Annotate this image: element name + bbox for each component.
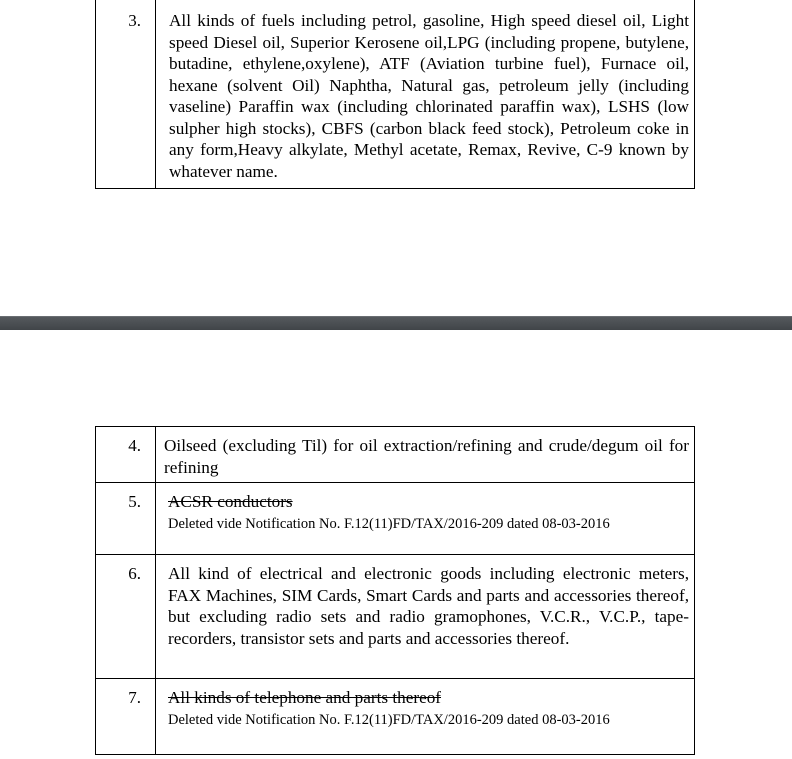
row-number: 5. xyxy=(96,483,156,555)
struck-entry: ACSR conductors xyxy=(168,492,293,511)
deletion-note: Deleted vide Notification No. F.12(11)FD/TAX/2016-209 dated 08-03-2016 xyxy=(168,711,610,728)
commodity-table-top xyxy=(95,0,695,189)
row-description: All kinds of fuels including petrol, gasoline, High speed diesel oil, Light speed Diesel oil, Superior Kerosene oil,LPG (including propene, butylene, butadine, ethylene,oxylene), ATF (Aviation turbine fuel), Furnace oil, hexane (solvent Oil) Naphtha, Natural gas, petroleum jelly (including vaseline) Paraffin wax (including chlorinated paraffin wax), LSHS (low sulpher high stocks), CBFS (carbon black feed stock), Petroleum coke in any form,Heavy alkylate, Methyl acetate, Remax, Revive, C-9 known by whatever name. xyxy=(156,0,695,189)
row-number: 3. xyxy=(96,0,156,189)
row-number: 6. xyxy=(96,555,156,679)
table-row xyxy=(96,679,695,755)
table-row xyxy=(96,483,695,555)
table-row xyxy=(96,555,695,679)
commodity-table-bottom xyxy=(95,426,695,755)
row-description xyxy=(156,483,695,555)
row-number: 4. xyxy=(96,427,156,483)
row-description-text: All kind of electrical and electronic goods including electronic meters, FAX Machines, SIM Cards, Smart Cards and parts and accessories thereof, but excluding radio sets and radio gramophones, V.C.R., V.C.P., tape- recorders, transistor sets and parts and accessories thereof. xyxy=(168,564,689,648)
page-lower xyxy=(0,330,792,759)
table-row xyxy=(96,0,695,189)
page-upper xyxy=(0,0,792,316)
row-number: 7. xyxy=(96,679,156,755)
deletion-note: Deleted vide Notification No. F.12(11)FD/TAX/2016-209 dated 08-03-2016 xyxy=(168,515,610,532)
table-row xyxy=(96,427,695,483)
row-description: Oilseed (excluding Til) for oil extraction/refining and crude/degum oil for refining xyxy=(156,427,695,483)
row-description xyxy=(156,679,695,755)
struck-entry: All kinds of telephone and parts thereof xyxy=(168,688,442,707)
page-break-bar xyxy=(0,316,792,331)
row-description xyxy=(156,555,695,679)
